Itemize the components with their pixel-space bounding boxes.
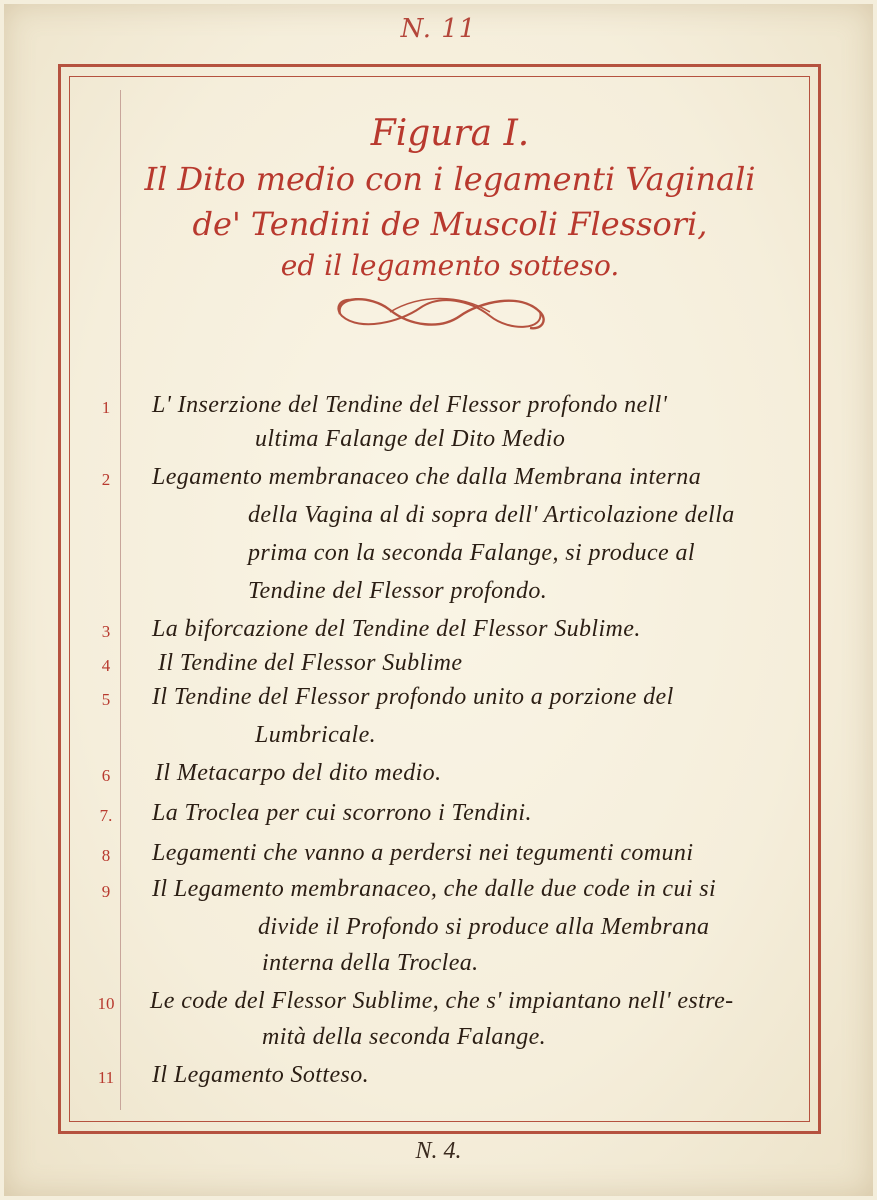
entry-number: 4 <box>101 656 111 675</box>
entry-text: Il Tendine del Flessor profondo unito a porzione del <box>152 684 674 710</box>
entry-text: Il Legamento membranaceo, che dalle due code in cui si <box>152 876 717 902</box>
entry-text: interna della Troclea. <box>262 950 479 976</box>
entry-number: 11 <box>97 1068 115 1087</box>
entry-number: 8 <box>101 846 111 865</box>
entry-number: 6 <box>101 766 111 785</box>
entry-text: La Troclea per cui scorrono i Tendini. <box>152 800 532 826</box>
entry-text: Legamento membranaceo che dalla Membrana interna <box>152 464 702 490</box>
entry-number: 5 <box>101 690 111 709</box>
entry-text: Tendine del Flessor profondo. <box>248 578 548 604</box>
entry-text: L' Inserzione del Tendine del Flessor profondo nell' <box>152 392 668 418</box>
entry-number: 3 <box>101 622 111 641</box>
title-line-4: ed il legamento sotteso. <box>280 249 620 282</box>
entry-number: 7. <box>99 806 113 825</box>
entry-text: Lumbricale. <box>255 722 377 748</box>
entry-text: Il Tendine del Flessor Sublime <box>158 650 463 676</box>
title-line-3: de' Tendini de Muscoli Flessori, <box>192 205 708 243</box>
entry-text: Le code del Flessor Sublime, che s' impiantano nell' estre- <box>150 988 734 1014</box>
entry-text: Il Legamento Sotteso. <box>152 1062 370 1088</box>
entry-text: La biforcazione del Tendine del Flessor Sublime. <box>152 616 641 642</box>
entry-text: mità della seconda Falange. <box>262 1024 547 1050</box>
entry-text: Il Metacarpo del dito medio. <box>155 760 442 786</box>
entry-number: 10 <box>97 994 115 1013</box>
page-number: N. 11 <box>400 14 477 44</box>
title-figure: Figura I. <box>370 113 530 154</box>
entry-number: 9 <box>101 882 111 901</box>
bottom-plate-number: N. 4. <box>415 1138 462 1164</box>
title-line-2: Il Dito medio con i legamenti Vaginali <box>144 160 756 198</box>
entry-text: ultima Falange del Dito Medio <box>255 426 566 452</box>
entry-text: divide il Profondo si produce alla Membrana <box>258 914 710 940</box>
entry-text: prima con la seconda Falange, si produce al <box>248 540 695 566</box>
entry-number: 1 <box>101 398 111 417</box>
entry-text: della Vagina al di sopra dell' Articolazione della <box>248 502 735 528</box>
entry-number: 2 <box>101 470 111 489</box>
entry-text: Legamenti che vanno a perdersi nei tegumenti comuni <box>152 840 694 866</box>
